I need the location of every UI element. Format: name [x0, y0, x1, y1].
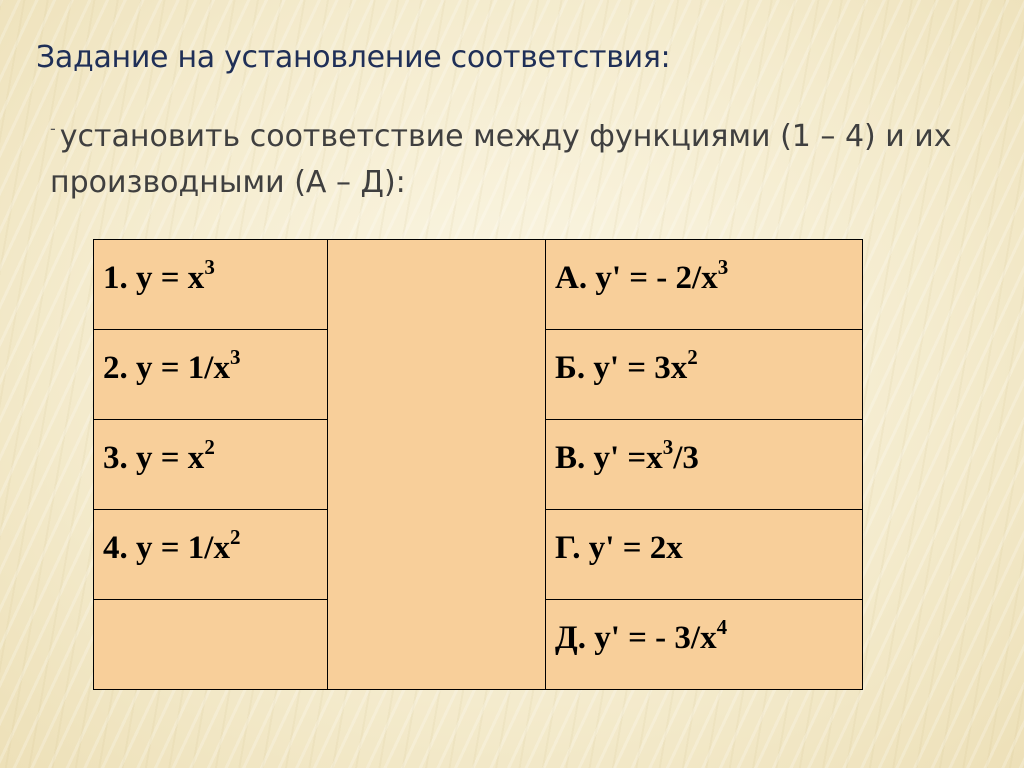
function-3-exponent: 2 [204, 435, 215, 459]
derivative-cell-b [546, 330, 863, 420]
derivative-b-text: Б. y' = 3x [555, 350, 688, 386]
function-1-text: 1. y = x [103, 260, 205, 296]
derivative-a-text: А. y' = - 2/x [555, 260, 718, 296]
matching-table [93, 239, 863, 690]
derivative-d-text: Д. y' = - 3/x [555, 620, 717, 656]
task-text: установить соответствие между функциями (1 – 4) и их производными (А – Д): [50, 119, 952, 200]
function-1-exponent: 3 [204, 255, 215, 279]
task-description [50, 106, 990, 206]
derivative-d-exponent: 4 [716, 615, 728, 639]
function-2-text: 2. y = 1/x [103, 350, 230, 386]
derivative-g-text: Г. y' = 2x [555, 530, 683, 566]
derivative-cell-a [546, 240, 863, 330]
function-3-text: 3. y = x [103, 440, 205, 476]
function-2-exponent: 3 [229, 345, 241, 369]
derivative-cell-d [546, 600, 863, 690]
function-cell-4 [94, 510, 328, 600]
answer-column [328, 240, 546, 690]
derivative-b-exponent: 2 [687, 345, 698, 369]
function-cell-3 [94, 420, 328, 510]
derivative-cell-g [546, 510, 863, 600]
task-bullet: - [50, 119, 56, 138]
derivative-v-text: В. y' =x [555, 440, 663, 476]
function-cell-empty [94, 600, 328, 690]
derivative-v-exponent: 3 [662, 435, 674, 459]
derivative-cell-v [546, 420, 863, 510]
table-row [94, 240, 863, 330]
function-cell-2 [94, 330, 328, 420]
function-4-text: 4. y = 1/x [103, 530, 230, 566]
derivative-v-suffix: /3 [673, 440, 699, 476]
function-cell-1 [94, 240, 328, 330]
slide-title: Задание на установление соответствия: [36, 40, 671, 75]
derivative-a-exponent: 3 [717, 255, 729, 279]
function-4-exponent: 2 [229, 525, 241, 549]
